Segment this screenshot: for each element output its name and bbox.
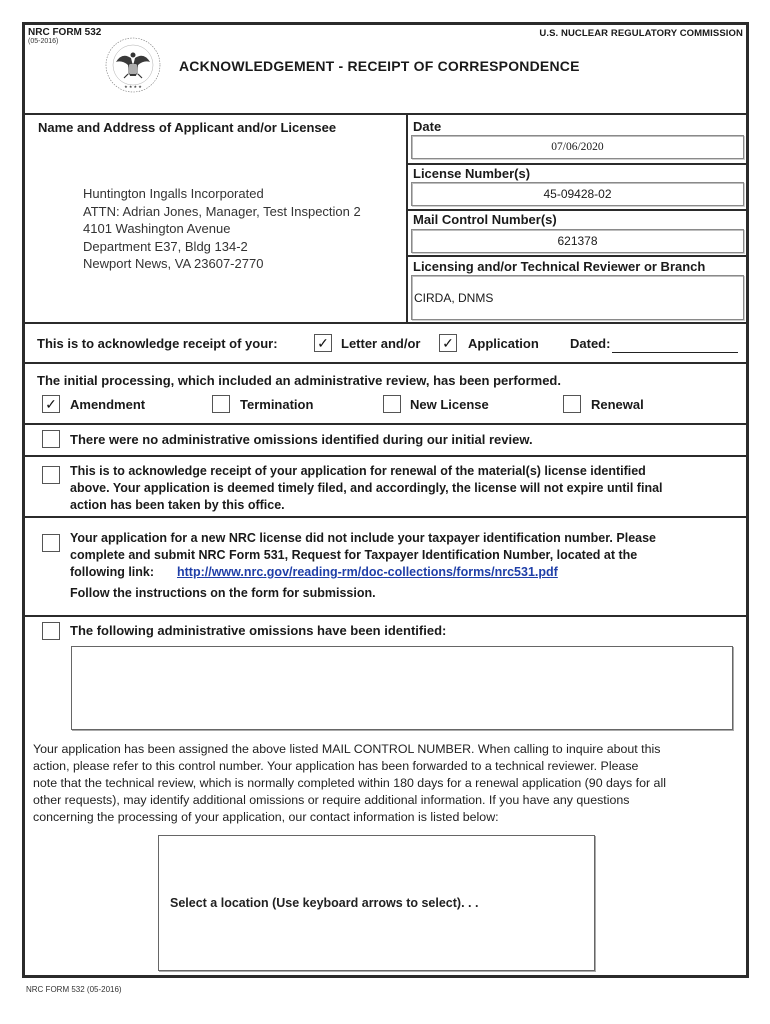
divider (22, 113, 749, 115)
divider (407, 163, 749, 165)
letter-checkbox[interactable]: ✓ (314, 334, 332, 352)
date-label: Date (413, 119, 442, 134)
page-title: ACKNOWLEDGEMENT - RECEIPT OF CORRESPONDENCE (179, 58, 580, 74)
termination-checkbox[interactable] (212, 395, 230, 413)
dated-label: Dated: (570, 336, 611, 351)
omissions-identified-text: The following administrative omissions have been identified: (70, 623, 447, 638)
processing-label: The initial processing, which included an administrative review, has been performed. (37, 373, 561, 388)
text-line: Your application has been assigned the above listed MAIL CONTROL NUMBER. When calling to inquire about this (33, 742, 661, 756)
divider (407, 209, 749, 211)
address-line: Huntington Ingalls Incorporated (83, 186, 264, 201)
divider (22, 322, 749, 324)
renewal-label: Renewal (591, 397, 644, 412)
applicant-address (83, 185, 361, 273)
address-line: Department E37, Bldg 134-2 (83, 238, 248, 254)
letter-label: Letter and/or (341, 336, 421, 351)
reviewer-field[interactable]: CIRDA, DNMS (411, 275, 744, 320)
divider (407, 255, 749, 257)
column-divider (406, 113, 408, 323)
amendment-checkbox[interactable]: ✓ (42, 395, 60, 413)
divider (22, 455, 749, 457)
application-label: Application (468, 336, 539, 351)
address-line: 4101 Washington Avenue (83, 221, 231, 236)
omissions-identified-checkbox[interactable] (42, 622, 60, 640)
dated-field[interactable] (612, 335, 738, 353)
address-line: Newport News, VA 23607-2770 (83, 256, 264, 271)
footer-form-number: NRC FORM 532 (05-2016) (26, 985, 122, 994)
renewal-statement-text (70, 463, 740, 514)
taxpayer-text (70, 530, 740, 602)
renewal-checkbox[interactable] (563, 395, 581, 413)
divider (22, 615, 749, 617)
amendment-label: Amendment (70, 397, 146, 412)
termination-label: Termination (240, 397, 314, 412)
form-number: NRC FORM 532 (28, 27, 102, 38)
omissions-textarea[interactable] (71, 646, 733, 730)
divider (22, 423, 749, 425)
nrc-form-531-link[interactable]: http://www.nrc.gov/reading-rm/doc-collections/forms/nrc531.pdf (176, 565, 558, 579)
text-line: complete and submit NRC Form 531, Request for Taxpayer Identification Number, located at the (70, 548, 638, 562)
nrc-seal-icon (104, 36, 162, 94)
text-line: other requests), may identify additional omissions or require additional information. If you have any questions (33, 793, 630, 807)
divider (22, 362, 749, 364)
mail-control-number-field[interactable]: 621378 (411, 229, 744, 253)
text-line: This is to acknowledge receipt of your application for renewal of the material(s) license identified (70, 464, 646, 478)
text-line: Your application for a new NRC license did not include your taxpayer identification number. Please (70, 531, 656, 545)
follow-instructions-text: Follow the instructions on the form for submission. (70, 586, 376, 600)
text-line (70, 564, 740, 581)
renewal-statement-checkbox[interactable] (42, 466, 60, 484)
svg-text:★ ★ ★ ★: ★ ★ ★ ★ (124, 84, 142, 89)
no-omissions-text: There were no administrative omissions identified during our initial review. (70, 432, 533, 447)
license-number-field[interactable]: 45-09428-02 (411, 182, 744, 206)
applicant-label: Name and Address of Applicant and/or Licensee (38, 120, 337, 135)
text-line: action has been taken by this office. (70, 498, 285, 512)
application-checkbox[interactable]: ✓ (439, 334, 457, 352)
agency-name: U.S. NUCLEAR REGULATORY COMMISSION (539, 28, 743, 39)
address-line: ATTN: Adrian Jones, Manager, Test Inspection 2 (83, 203, 361, 219)
text-line: action, please refer to this control number. Your application has been forwarded to a technical reviewer. Please (33, 759, 639, 773)
new-license-label: New License (410, 397, 489, 412)
text-line: above. Your application is deemed timely filed, and accordingly, the license will not expire until final (70, 481, 663, 495)
form-revision: (05-2016) (28, 38, 59, 45)
contact-location-select[interactable] (158, 835, 595, 971)
mail-control-number-label: Mail Control Number(s) (413, 212, 557, 227)
text-line: concerning the processing of your application, our contact information is listed below: (33, 810, 499, 824)
new-license-checkbox[interactable] (383, 395, 401, 413)
contact-location-placeholder: Select a location (Use keyboard arrows to select). . . (170, 896, 479, 910)
notice-paragraph (33, 741, 745, 826)
text-line: note that the technical review, which is normally completed within 180 days for a renewal application (90 days for all (33, 776, 666, 790)
divider (22, 516, 749, 518)
no-omissions-checkbox[interactable] (42, 430, 60, 448)
license-number-label: License Number(s) (413, 166, 531, 181)
receipt-label: This is to acknowledge receipt of your: (37, 336, 278, 351)
reviewer-label: Licensing and/or Technical Reviewer or Branch (413, 259, 706, 274)
link-prefix: following link: (70, 565, 155, 579)
date-field[interactable]: 07/06/2020 (411, 135, 744, 159)
taxpayer-checkbox[interactable] (42, 534, 60, 552)
